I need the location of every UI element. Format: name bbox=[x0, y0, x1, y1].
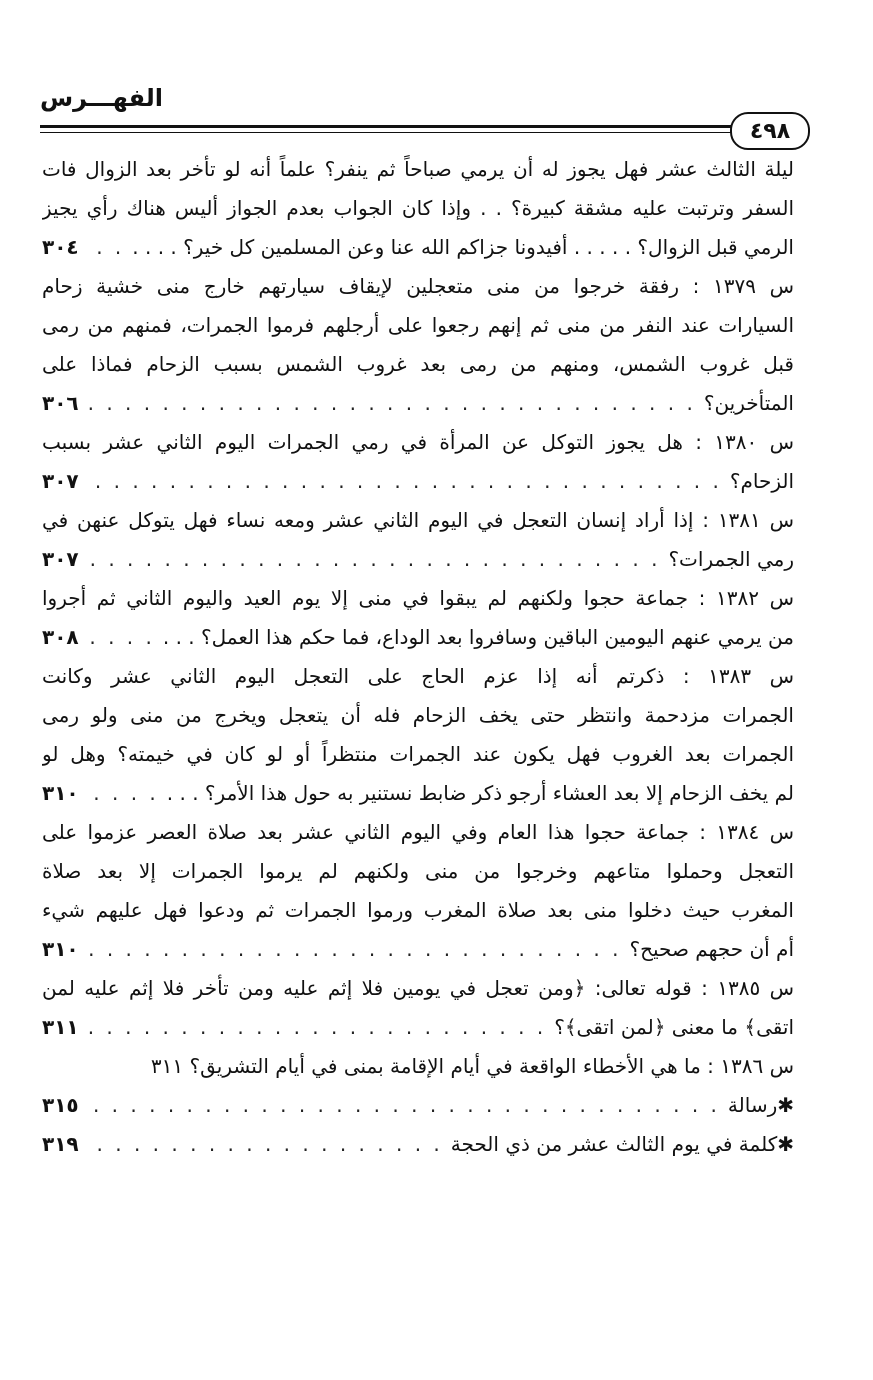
page-ref: ٣٠٧ bbox=[42, 469, 79, 493]
page-ref: ٣٠٦ bbox=[42, 391, 79, 415]
index-content bbox=[42, 150, 794, 1164]
page-ref: ٣١٥ bbox=[42, 1093, 79, 1117]
page-ref: ٣٠٤ bbox=[42, 235, 79, 259]
text-line: الجمرات مزدحمة وانتظر حتى يخف الزحام فله أن يتعجل ويخرج من منى ولو رمى bbox=[42, 703, 794, 727]
header-rule bbox=[40, 112, 810, 152]
text-line: المغرب حيث دخلوا منى بعد صلاة المغرب ورموا الجمرات ثم ودعوا فهل عليهم شيء bbox=[42, 898, 794, 922]
entry-text: المتأخرين؟ bbox=[703, 391, 794, 415]
page-ref: ٣٠٧ bbox=[42, 547, 79, 571]
index-entry-line bbox=[42, 540, 794, 579]
entry-text: لم يخف الزحام إلا بعد العشاء أرجو ذكر ضابط نستنير به حول هذا الأمر؟ . . . bbox=[166, 781, 794, 805]
index-entry-line bbox=[42, 1086, 794, 1125]
leader-dots bbox=[87, 540, 661, 579]
text-line: السيارات عند النفر من منى ثم إنهم رجعوا على أرجلهم فرموا الجمرات، فمنهم من رمى bbox=[42, 313, 794, 337]
page-ref: ٣١٩ bbox=[42, 1132, 79, 1156]
page-ref: ٣١٠ bbox=[42, 781, 79, 805]
leader-dots bbox=[87, 462, 722, 501]
index-entry-line bbox=[42, 1125, 794, 1164]
index-entry-line bbox=[42, 1008, 794, 1047]
page-ref: ٣١٠ bbox=[42, 937, 79, 961]
text-line: س ١٣٨٣ : ذكرتم أنه إذا عزم الحاج على التعجل اليوم الثاني عشر وكانت bbox=[42, 664, 794, 688]
text-line: قبل غروب الشمس، ومنهم من رمى بعد غروب الشمس بسبب الزحام فماذا على bbox=[42, 352, 794, 376]
leader-dots bbox=[87, 384, 696, 423]
text-line: التعجل وحملوا متاعهم وخرجوا من منى ولكنهم لم يرموا الجمرات إلا بعد صلاة bbox=[42, 859, 794, 883]
page-ref: ٣٠٨ bbox=[42, 625, 79, 649]
text-line: ليلة الثالث عشر فهل يجوز له أن يرمي صباحاً ثم ينفر؟ علماً أنه لو تأخر بعد الزوال فات bbox=[42, 157, 794, 181]
header-rule-thick bbox=[40, 125, 740, 128]
leader-dots bbox=[87, 1008, 547, 1047]
page-ref: ٣١١ bbox=[42, 1015, 79, 1039]
star-bullet-icon: ✱ bbox=[777, 1093, 794, 1117]
text-line: السفر وترتبت عليه مشقة كبيرة؟ . . وإذا كان الجواب بعدم الجواز أليس هناك رأي يجيز bbox=[42, 196, 794, 220]
text-line: س ١٣٨٠ : هل يجوز التوكل عن المرأة في رمي الجمرات اليوم الثاني عشر بسبب bbox=[42, 430, 794, 454]
index-entry-line bbox=[42, 462, 794, 501]
leader-dots bbox=[87, 1086, 720, 1125]
text-line: س ١٣٨٢ : جماعة حجوا ولكنهم لم يبقوا في منى إلا يوم العيد واليوم الثاني ثم أجروا bbox=[42, 586, 794, 610]
header-rule-thin bbox=[40, 132, 740, 133]
entry-text: الزحام؟ bbox=[729, 469, 794, 493]
index-entry-line bbox=[42, 618, 794, 657]
leader-dots bbox=[87, 774, 159, 813]
entry-text: أم أن حجهم صحيح؟ bbox=[629, 937, 794, 961]
entry-text: رسالة bbox=[727, 1093, 778, 1117]
leader-dots bbox=[87, 618, 155, 657]
text-line: س ١٣٨٤ : جماعة حجوا هذا العام وفي اليوم الثاني عشر بعد صلاة العصر عزموا على bbox=[42, 820, 794, 844]
text-line: س ١٣٨٦ : ما هي الأخطاء الواقعة في أيام الإقامة بمنى في أيام التشريق؟ ٣١١ bbox=[150, 1054, 794, 1078]
leader-dots bbox=[87, 228, 125, 267]
entry-text: اتقى﴾ ما معنى ﴿لمن اتقى﴾؟ bbox=[554, 1015, 794, 1039]
index-entry-line bbox=[42, 384, 794, 423]
leader-dots bbox=[87, 930, 622, 969]
text-line: س ١٣٨١ : إذا أراد إنسان التعجل في اليوم الثاني عشر ومعه نساء فهل يتوكل عنهن في bbox=[42, 508, 794, 532]
page-title: الفهـــرس bbox=[40, 84, 164, 112]
entry-text: من يرمي عنهم اليومين الباقين وسافروا بعد الوداع، فما حكم هذا العمل؟ . . . bbox=[162, 625, 794, 649]
entry-text: رمي الجمرات؟ bbox=[668, 547, 794, 571]
index-entry-line bbox=[42, 228, 794, 267]
index-entry-line bbox=[42, 774, 794, 813]
text-line: الجمرات بعد الغروب فهل يكون عند الجمرات منتظراً أو لو كان في خيمته؟ وهل لو bbox=[42, 742, 794, 766]
text-line: س ١٣٧٩ : رفقة خرجوا من منى متعجلين لإيقاف سيارتهم خارج منى خشية زحام bbox=[42, 274, 794, 298]
entry-text: كلمة في يوم الثالث عشر من ذي الحجة bbox=[450, 1132, 778, 1156]
text-line: س ١٣٨٥ : قوله تعالى: ﴿ومن تعجل في يومين فلا إثم عليه ومن تأخر فلا إثم عليه لمن bbox=[42, 976, 794, 1000]
leader-dots bbox=[87, 1125, 443, 1164]
index-entry-line bbox=[42, 930, 794, 969]
star-bullet-icon: ✱ bbox=[777, 1132, 794, 1156]
entry-text: الرمي قبل الزوال؟ . . . . . أفيدونا جزاكم الله عنا وعن المسلمين كل خير؟ . . . . bbox=[132, 235, 794, 259]
page-number-badge: ٤٩٨ bbox=[730, 112, 810, 150]
